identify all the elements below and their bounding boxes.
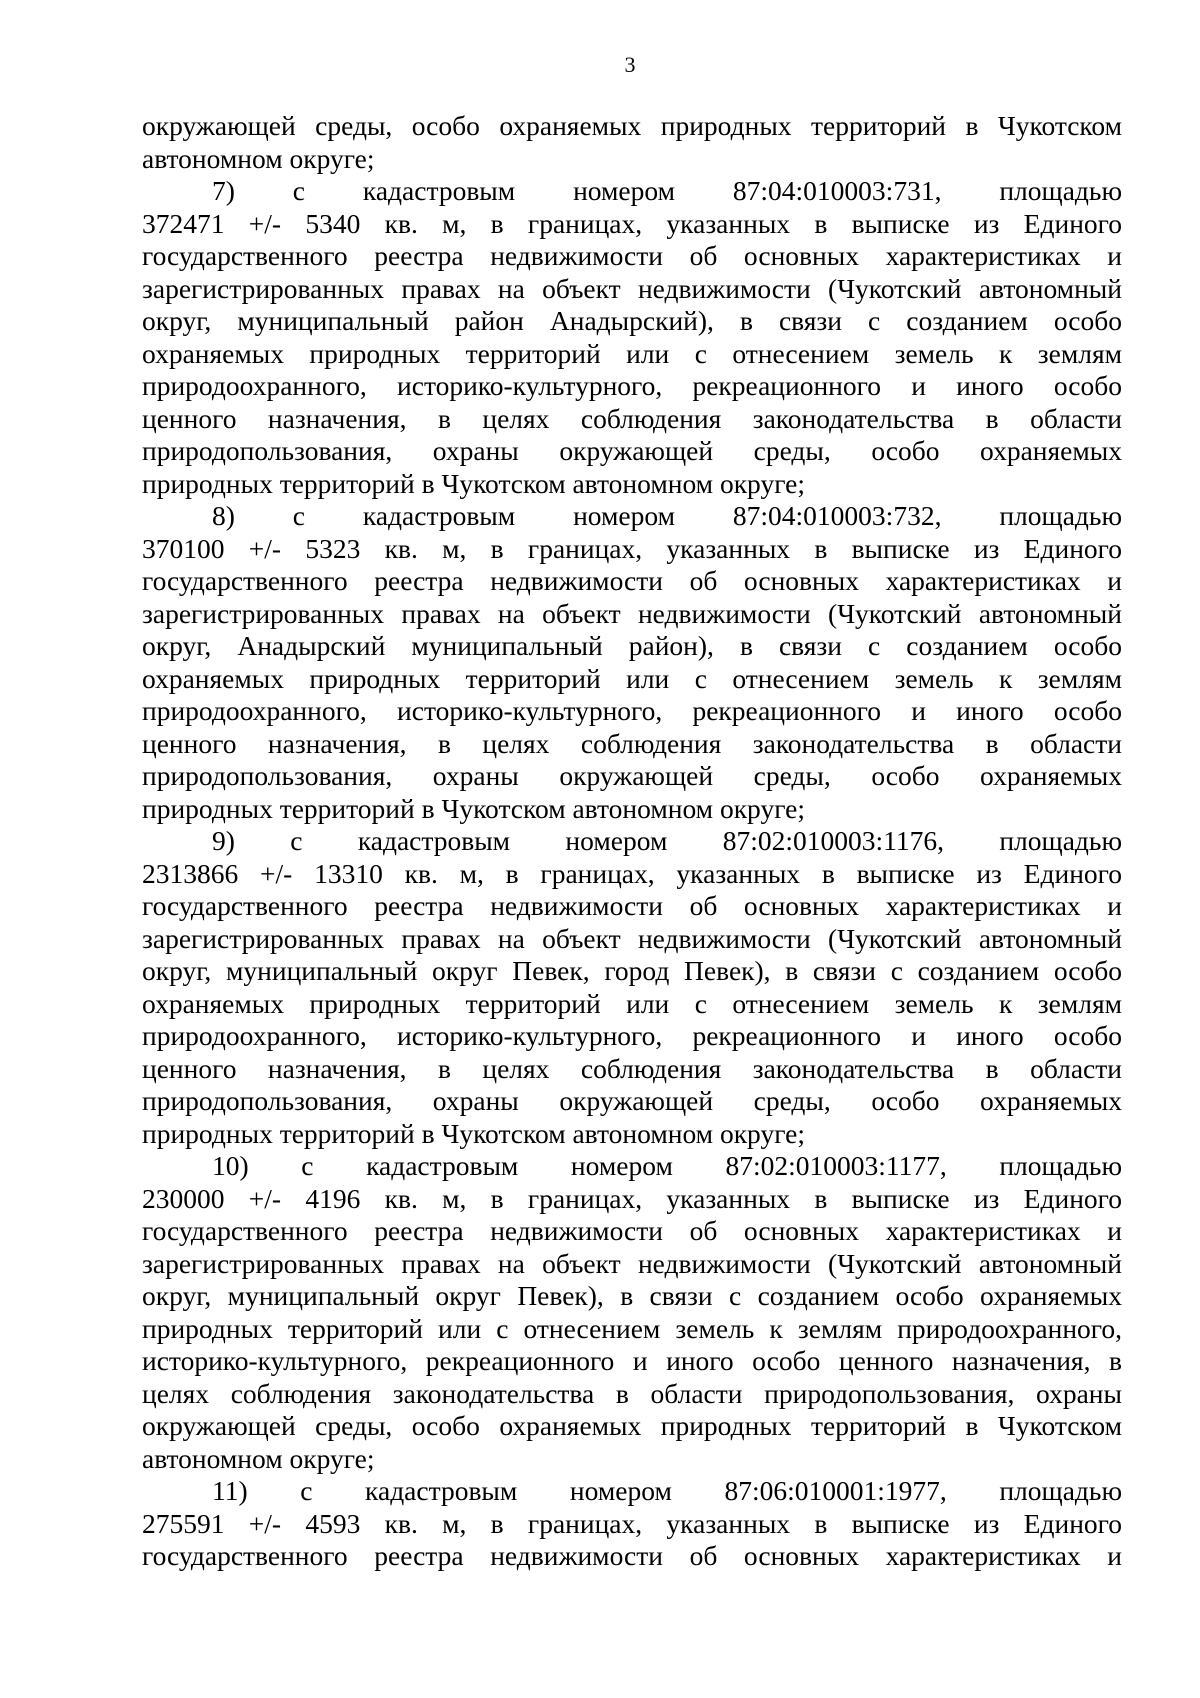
text-line: зарегистрированных правах на объект недвижимости (Чукотский автономный <box>142 922 1122 954</box>
text-line: округ, муниципальный округ Певек, город Певек), в связи с созданием особо <box>142 955 1122 986</box>
text-line: ценного назначения, в целях соблюдения законодательства в области <box>142 727 1122 759</box>
text-line: государственного реестра недвижимости об основных характеристиках и <box>142 890 1122 921</box>
text-line: округ, муниципальный район Анадырский), в связи с созданием особо <box>142 305 1122 336</box>
text-line: 275591 +/- 4593 кв. м, в границах, указанных в выписке из Единого <box>142 1507 1122 1539</box>
text-line: 372471 +/- 5340 кв. м, в границах, указанных в выписке из Единого <box>142 207 1122 239</box>
text-line: природопользования, охраны окружающей среды, особо охраняемых <box>142 435 1122 466</box>
text-line: окружающей среды, особо охраняемых природных территорий в Чукотском <box>142 110 1122 141</box>
text-line: государственного реестра недвижимости об основных характеристиках и <box>142 240 1122 271</box>
text-line: 370100 +/- 5323 кв. м, в границах, указанных в выписке из Единого <box>142 532 1122 564</box>
text-line: охраняемых природных территорий или с отнесением земель к землям <box>142 987 1122 1019</box>
text-line: 9) с кадастровым номером 87:02:010003:1176, площадью <box>212 825 1122 856</box>
text-line: 11) с кадастровым номером 87:06:010001:1977, площадью <box>212 1475 1122 1506</box>
page-number: 3 <box>624 52 636 77</box>
text-line: государственного реестра недвижимости об основных характеристиках и <box>142 565 1122 596</box>
text-line: 10) с кадастровым номером 87:02:010003:1177, площадью <box>212 1150 1122 1181</box>
text-line: природоохранного, историко-культурного, рекреационного и иного особо <box>142 1020 1122 1051</box>
text-line: охраняемых природных территорий или с отнесением земель к землям <box>142 662 1122 694</box>
text-line: историко-культурного, рекреационного и иного особо ценного назначения, в <box>142 1345 1122 1376</box>
text-line: природных территорий в Чукотском автономном округе; <box>142 467 805 499</box>
text-line: 8) с кадастровым номером 87:04:010003:732, площадью <box>212 500 1122 531</box>
text-line: природных территорий в Чукотском автономном округе; <box>142 792 805 824</box>
text-line: целях соблюдения законодательства в области природопользования, охраны <box>142 1377 1122 1409</box>
document-body <box>142 110 1122 1573</box>
text-line: автономном округе; <box>142 1442 375 1474</box>
text-line: природопользования, охраны окружающей среды, особо охраняемых <box>142 760 1122 791</box>
text-line: природоохранного, историко-культурного, рекреационного и иного особо <box>142 370 1122 401</box>
text-line: ценного назначения, в целях соблюдения законодательства в области <box>142 402 1122 434</box>
text-line: 7) с кадастровым номером 87:04:010003:731, площадью <box>212 175 1122 206</box>
text-line: природных территорий или с отнесением земель к землям природоохранного, <box>142 1312 1122 1344</box>
text-line: 2313866 +/- 13310 кв. м, в границах, указанных в выписке из Единого <box>142 857 1122 889</box>
text-line: охраняемых природных территорий или с отнесением земель к землям <box>142 337 1122 369</box>
text-line: зарегистрированных правах на объект недвижимости (Чукотский автономный <box>142 1247 1122 1279</box>
text-line: ценного назначения, в целях соблюдения законодательства в области <box>142 1052 1122 1084</box>
text-line: округ, Анадырский муниципальный район), в связи с созданием особо <box>142 630 1122 661</box>
text-line: природоохранного, историко-культурного, рекреационного и иного особо <box>142 695 1122 726</box>
text-line: природных территорий в Чукотском автономном округе; <box>142 1117 805 1149</box>
text-line: зарегистрированных правах на объект недвижимости (Чукотский автономный <box>142 597 1122 629</box>
text-line: округ, муниципальный округ Певек), в связи с созданием особо охраняемых <box>142 1280 1122 1311</box>
text-line: государственного реестра недвижимости об основных характеристиках и <box>142 1215 1122 1246</box>
text-line: зарегистрированных правах на объект недвижимости (Чукотский автономный <box>142 272 1122 304</box>
text-line: государственного реестра недвижимости об основных характеристиках и <box>142 1540 1122 1571</box>
text-line: окружающей среды, особо охраняемых природных территорий в Чукотском <box>142 1410 1122 1441</box>
text-line: 230000 +/- 4196 кв. м, в границах, указанных в выписке из Единого <box>142 1182 1122 1214</box>
text-line: природопользования, охраны окружающей среды, особо охраняемых <box>142 1085 1122 1116</box>
text-line: автономном округе; <box>142 142 375 174</box>
